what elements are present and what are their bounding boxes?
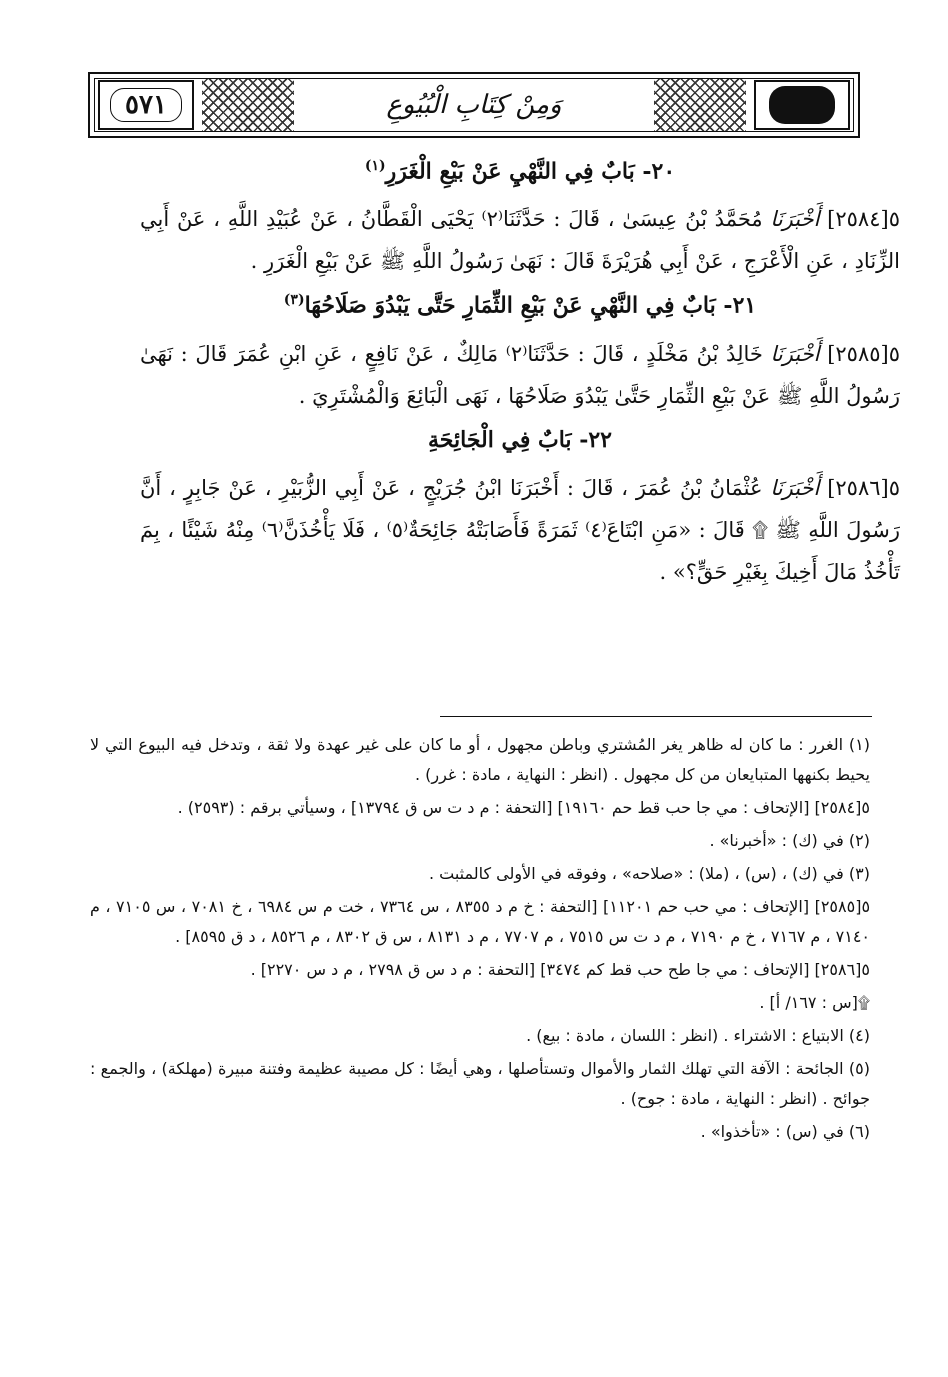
footnote-divider — [440, 716, 872, 717]
hadith-number: ٥[٢٥٨٤] — [827, 207, 900, 232]
section-title-text: ٢٢- بَابٌ فِي الْجَائِحَةِ — [428, 426, 612, 453]
seal-box — [754, 80, 850, 130]
hadith-paragraph — [140, 333, 900, 417]
page-header — [88, 72, 860, 138]
hadith-number: ٥[٢٥٨٥] — [827, 341, 900, 366]
section-title — [140, 158, 900, 184]
hadith-text: مُحَمَّدُ بْنُ عِيسَىٰ ، قَالَ : حَدَّثَنَا⁽٢⁾ يَحْيَى الْقَطَّانُ ، عَنْ عُبَيْدِ اللَّهِ ، عَنْ أَبِي الزِّنَادِ ، عَنِ الْأَعْرَجِ ، عَنْ أَبِي هُرَيْرَةَ قَالَ : نَهَىٰ رَسُولُ اللَّهِ ﷺ عَنْ بَيْعِ الْغَرَرِ . — [140, 207, 900, 274]
seal-icon — [769, 86, 835, 124]
footnote: (٥) الجائحة : الآفة التي تهلك الثمار والأموال وتستأصلها ، وهي أيضًا : كل مصيبة عظيمة وفتنة مبيرة (مهلكة) ، والجمع : جوائح . (انظر : النهاية ، مادة : جوح) . — [90, 1059, 870, 1108]
main-text — [140, 150, 900, 603]
footnote: ٥[٢٥٨٥] [الإتحاف : مي حب حم ١١٢٠١] [التحفة : خ م د ٨٣٥٥ ، س ٧٣٦٤ ، خت م س ٦٩٨٤ ، خ ٧٠٨١ ، س ٧١٠٥ ، م ٧١٤٠ ، م ٧١٦٧ ، خ م ٧١٩٠ ، م د ت س ٧٥١٥ ، م ٧٧٠٧ ، م د ٨١٣١ ، س ق ٨٣٠٢ ، م ٨٥٢٦ ، د ق ٨٥٩٥] . — [90, 897, 871, 946]
ornament-right-icon — [654, 78, 746, 132]
hadith-text: خَالِدُ بْنُ مَخْلَدٍ ، قَالَ : حَدَّثَنَا⁽٢⁾ مَالِكٌ ، عَنْ نَافِعٍ ، عَنِ ابْنِ عُمَرَ قَالَ : نَهَىٰ رَسُولُ اللَّهِ ﷺ عَنْ بَيْعِ الثِّمَارِ حَتَّىٰ يَبْدُوَ صَلَاحُهَا ، نَهَى الْبَائِعَ وَالْمُشْتَرِيَ . — [140, 341, 900, 408]
hadith-reporter: أَخْبَرَنَا — [770, 207, 820, 232]
footnote-ref: (١) — [364, 158, 386, 174]
footnote: (٦) في (س) : «تأخذوا» . — [700, 1122, 870, 1141]
hadith-reporter: أَخْبَرَنَا — [770, 475, 820, 500]
ornament-left-icon — [202, 78, 294, 132]
footnote: (٤) الابتياع : الاشتراء . (انظر : اللسان ، مادة : بيع) . — [526, 1026, 870, 1045]
section-title — [140, 427, 900, 453]
footnotes — [90, 730, 870, 1150]
page-number-box — [98, 80, 194, 130]
page-number: ٥٧١ — [110, 88, 182, 122]
footnote: (٣) في (ك) ، (س) ، (ملا) : «صلاحه» ، وفوقه في الأولى كالمثبت . — [428, 864, 870, 883]
footnote: (١) الغرر : ما كان له ظاهر يغر المُشتري وباطن مجهول ، أو ما كان على غير عهدة ولا ثقة ، وتدخل فيه البيوع التي لا يحيط بكنهها المتبايعان من كل مجهول . (انظر : النهاية ، مادة : غرر) . — [90, 735, 870, 784]
footnote: ٥[٢٥٨٤] [الإتحاف : مي جا حب قط حم ١٩١٦٠] [التحفة : م د ت س ق ١٣٧٩٤] ، وسيأتي برقم : (٢٥٩٣) . — [177, 798, 870, 817]
footnote: (٢) في (ك) : «أخبرنا» . — [709, 831, 870, 850]
footnote-ref: (٣) — [283, 292, 305, 309]
hadith-reporter: أَخْبَرَنَا — [770, 341, 820, 366]
section-title — [140, 292, 900, 318]
hadith-text: عُثْمَانُ بْنُ عُمَرَ ، قَالَ : أَخْبَرَنَا ابْنُ جُرَيْجٍ ، عَنْ أَبِي الزُّبَيْرِ ، عَنْ جَابِرٍ ، أَنَّ رَسُولَ اللَّهِ ﷺ ۩ قَالَ : «مَنِ ابْتَاعَ⁽٤⁾ ثَمَرَةً فَأَصَابَتْهُ جَائِحَةٌ⁽٥⁾ ، فَلَا يَأْخُذَنَّ⁽٦⁾ مِنْهُ شَيْئًا ، بِمَ تَأْخُذُ مَالَ أَخِيكَ بِغَيْرِ حَقٍّ؟» . — [140, 475, 900, 584]
section-title-text: ٢١- بَابٌ فِي النَّهْيِ عَنْ بَيْعِ الثِّمَارِ حَتَّى يَبْدُوَ صَلَاحُهَا — [304, 292, 757, 319]
hadith-paragraph — [140, 198, 900, 282]
footnote: ٥[٢٥٨٦] [الإتحاف : مي جا طح حب قط كم ٣٤٧٤] [التحفة : م د س ق ٢٧٩٨ ، م د س ٢٢٧٠] . — [250, 960, 870, 979]
hadith-paragraph — [140, 467, 900, 593]
footnote: ۩[س : ١٦٧/ أ] . — [759, 993, 870, 1012]
section-title-text: ٢٠- بَابٌ فِي النَّهْيِ عَنْ بَيْعِ الْغَرَرِ — [385, 158, 676, 185]
hadith-number: ٥[٢٥٨٦] — [827, 475, 900, 500]
running-title: وَمِنْ كِتَابِ الْبُيُوعِ — [310, 80, 638, 130]
